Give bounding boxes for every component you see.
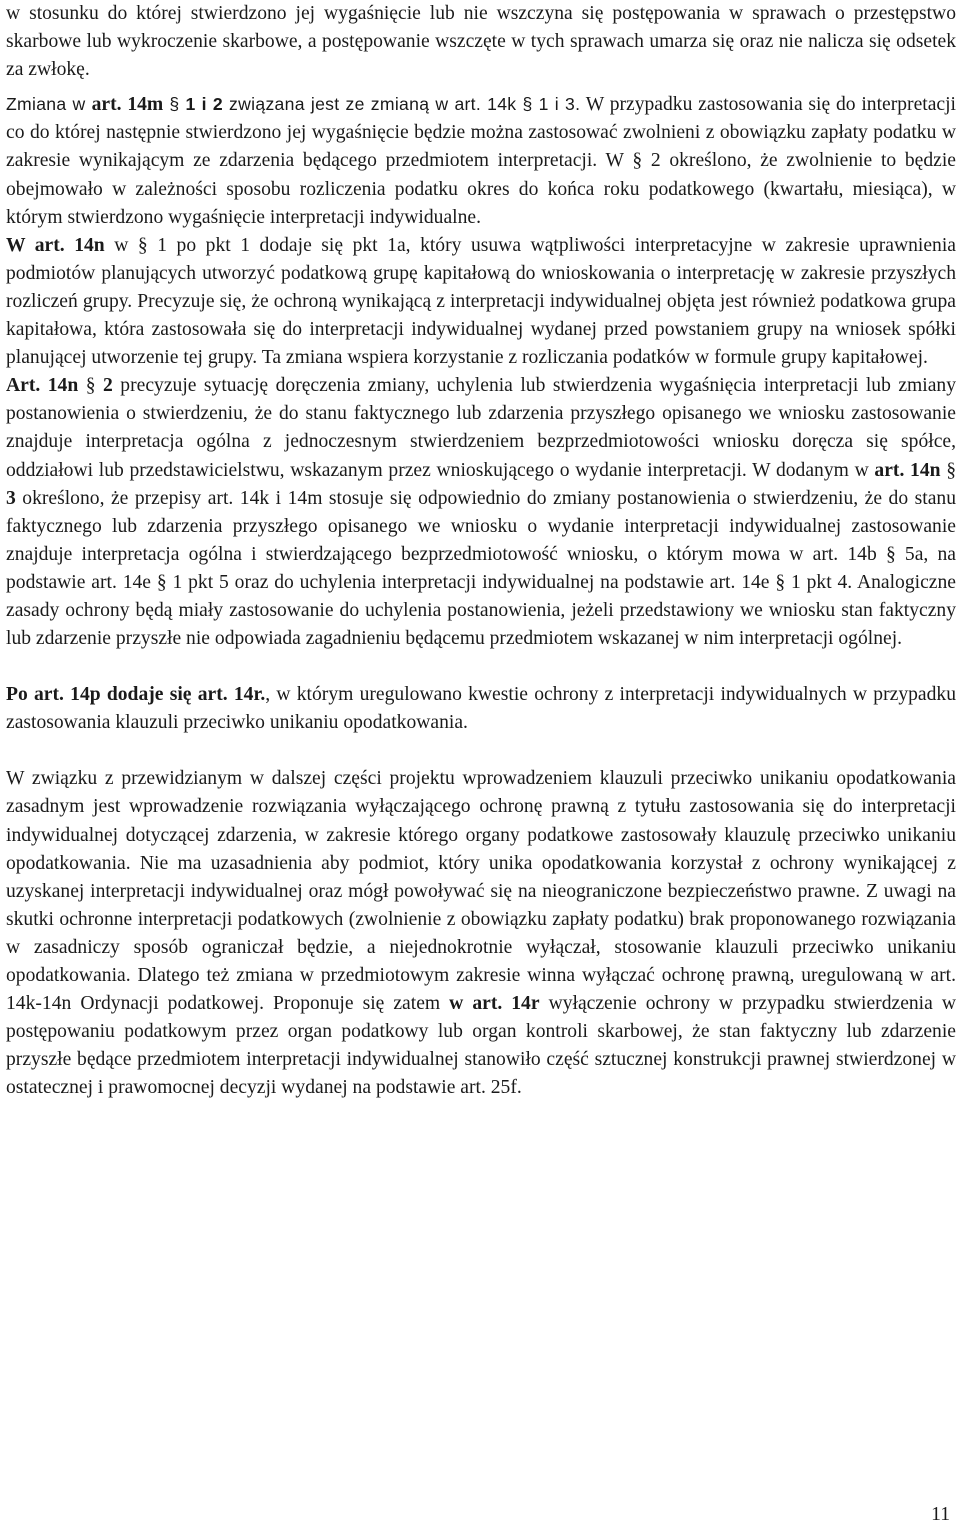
- text-run: związana jest ze zmianą w art. 14k § 1 i 3.: [222, 94, 581, 115]
- text-run-bold: art. 14n: [874, 459, 941, 481]
- text-run-bold: w art. 14r: [449, 993, 540, 1015]
- text-run: W przypadku zastosowania się do interpretacji co do której następnie stwierdzono jej wygaśnięcie będzie można zastosować zwolnieni z obowiązku zapłaty podatku w zakresie wynikającym ze zdarzenia będącego przedmiotem interpretacji. W § 2 określono, że zwolnienie to będzie obejmowało w zależności sposobu rozliczenia podatku okres do końca roku podatkowego (kwartału, miesiąca), w którym stwierdzono wygaśnięcie interpretacji indywidualne.: [6, 94, 956, 228]
- text-run: §: [940, 459, 956, 481]
- paragraph-3: [6, 232, 956, 372]
- text-run: , w którym uregulowano kwestie ochrony z interpretacji indywidualnych w przypadku zastosowania klauzuli przeciwko unikaniu opodatkowania.: [6, 684, 956, 734]
- text-run-bold: Po art. 14p dodaje się art. 14r.: [6, 684, 266, 706]
- text-run: W związku z przewidzianym w dalszej części projektu wprowadzeniem klauzuli przeciwko unikaniu opodatkowania zasadnym jest wprowadzenie rozwiązania wyłączającego ochronę prawną z tytułu zastosowania się do interpretacji indywidualnej dotyczącej zdarzenia, w zakresie którego organy podatkowe zastosowały klauzulę przeciwko unikaniu opodatkowania. Nie ma uzasadnienia aby podmiot, który unika opodatkowania korzystał z ochrony wynikającej z uzyskanej interpretacji indywidualnej oraz mógł powoływać się na nieograniczone bezpieczeństwo prawne. Z uwagi na skutki ochronne interpretacji podatkowych (zwolnienie z obowiązku zapłaty podatku) brak proponowanego rozwiązania w zasadniczy sposób ograniczał będzie, a niejednokrotnie wyłączał, stosowanie klauzuli przeciwko unikaniu opodatkowania. Dlatego też zmiana w przedmiotowym zakresie winna wyłączać ochronę prawną, uregulowaną w art. 14k-14n Ordynacji podatkowej. Proponuje się zatem: [6, 768, 956, 1015]
- paragraph-5: [6, 681, 956, 737]
- text-run: §: [163, 94, 186, 115]
- page-number: 11: [931, 1504, 950, 1525]
- paragraph-2: [6, 90, 956, 231]
- text-run: precyzuje sytuację doręczenia zmiany, uchylenia lub stwierdzenia wygaśnięcia interpretacji lub zmiany postanowienia o stwierdzeniu, że do stanu faktycznego lub zdarzenia przyszłego opisanego we wniosku zastosowanie znajduje interpretacja ogólna z jednoczesnym stwierdzeniem bezprzedmiotowości wniosku doręcza się spółce, oddziałowi lub przedstawicielstwu, wskazanym przez wnioskującego o wydanie interpretacji. W dodanym w: [6, 375, 957, 481]
- text-run-bold: art.: [91, 94, 122, 116]
- text-run: w stosunku do której stwierdzono jej wygaśnięcie lub nie wszczyna się postępowania w sprawach o przestępstwo skarbowe lub wykroczenie skarbowe, a postępowanie wszczęte w tych sprawach umarza się oraz nie nalicza się odsetek za zwłokę.: [6, 3, 956, 81]
- text-run-bold: 2: [103, 375, 113, 397]
- text-run: w § 1 po pkt 1 dodaje się pkt 1a, który usuwa wątpliwości interpretacyjne w zakresie uprawnienia podmiotów planujących utworzyć podatkową grupę kapitałową do wnioskowania o interpretację w zakresie przyszłych rozliczeń grupy. Precyzuje się, że ochroną wynikającą z interpretacji indywidualnej objęta jest również podatkowa grupa kapitałowa, która zastosowała się do interpretacji indywidualnej wydanej przed powstaniem grupy na wniosek spółki planującej utworzenie tej grupy. Ta zmiana wspiera korzystanie z rozliczania podatków w formule grupy kapitałowej.: [6, 234, 956, 369]
- text-run-bold: 3: [6, 487, 16, 509]
- text-run: §: [78, 375, 104, 397]
- text-run: Zmiana w: [6, 94, 92, 115]
- text-run-bold: 14n: [40, 375, 79, 397]
- text-run-bold: 14m: [127, 94, 164, 116]
- text-run-bold: 1 i 2: [185, 94, 223, 115]
- text-run-bold: W art.: [6, 234, 65, 256]
- text-run-bold: 14n: [64, 234, 105, 256]
- paragraph-6: [6, 765, 956, 1102]
- document-page: [6, 0, 956, 1102]
- text-run-bold: Art.: [6, 375, 41, 397]
- text-run: określono, że przepisy art. 14k i 14m stosuje się odpowiednio do zmiany postanowienia o stwierdzeniu, że do stanu faktycznego lub zdarzenia przyszłego opisanego we wniosku o wydanie interpretacji indywidualnej zastosowanie znajduje interpretacja ogólna i stwierdzającego bezprzedmiotowość wniosku, o którym mowa w art. 14b § 5a, na podstawie art. 14e § 1 pkt 5 oraz do uchylenia interpretacji indywidualnej na podstawie art. 14e § 1 pkt 4. Analogiczne zasady ochrony będą miały zastosowanie do uchylenia postanowienia, jeżeli przedstawiony we wniosku stan faktyczny lub zdarzenie przyszłe nie odpowiada zagadnieniu będącemu przedmiotem wskazanej w nim interpretacji ogólnej.: [6, 487, 956, 650]
- text-run: wyłączenie ochrony w przypadku stwierdzenia w postępowaniu podatkowym przez organ podatkowy lub organ kontroli skarbowej, że stan faktyczny lub zdarzenie przyszłe będące przedmiotem interpretacji indywidualnej stanowiło część sztucznej konstrukcji prawnej stwierdzonej w ostatecznej i prawomocnej decyzji wydanej na podstawie art. 25f.: [6, 993, 956, 1099]
- paragraph-4: [6, 372, 956, 653]
- paragraph-1: [6, 0, 956, 84]
